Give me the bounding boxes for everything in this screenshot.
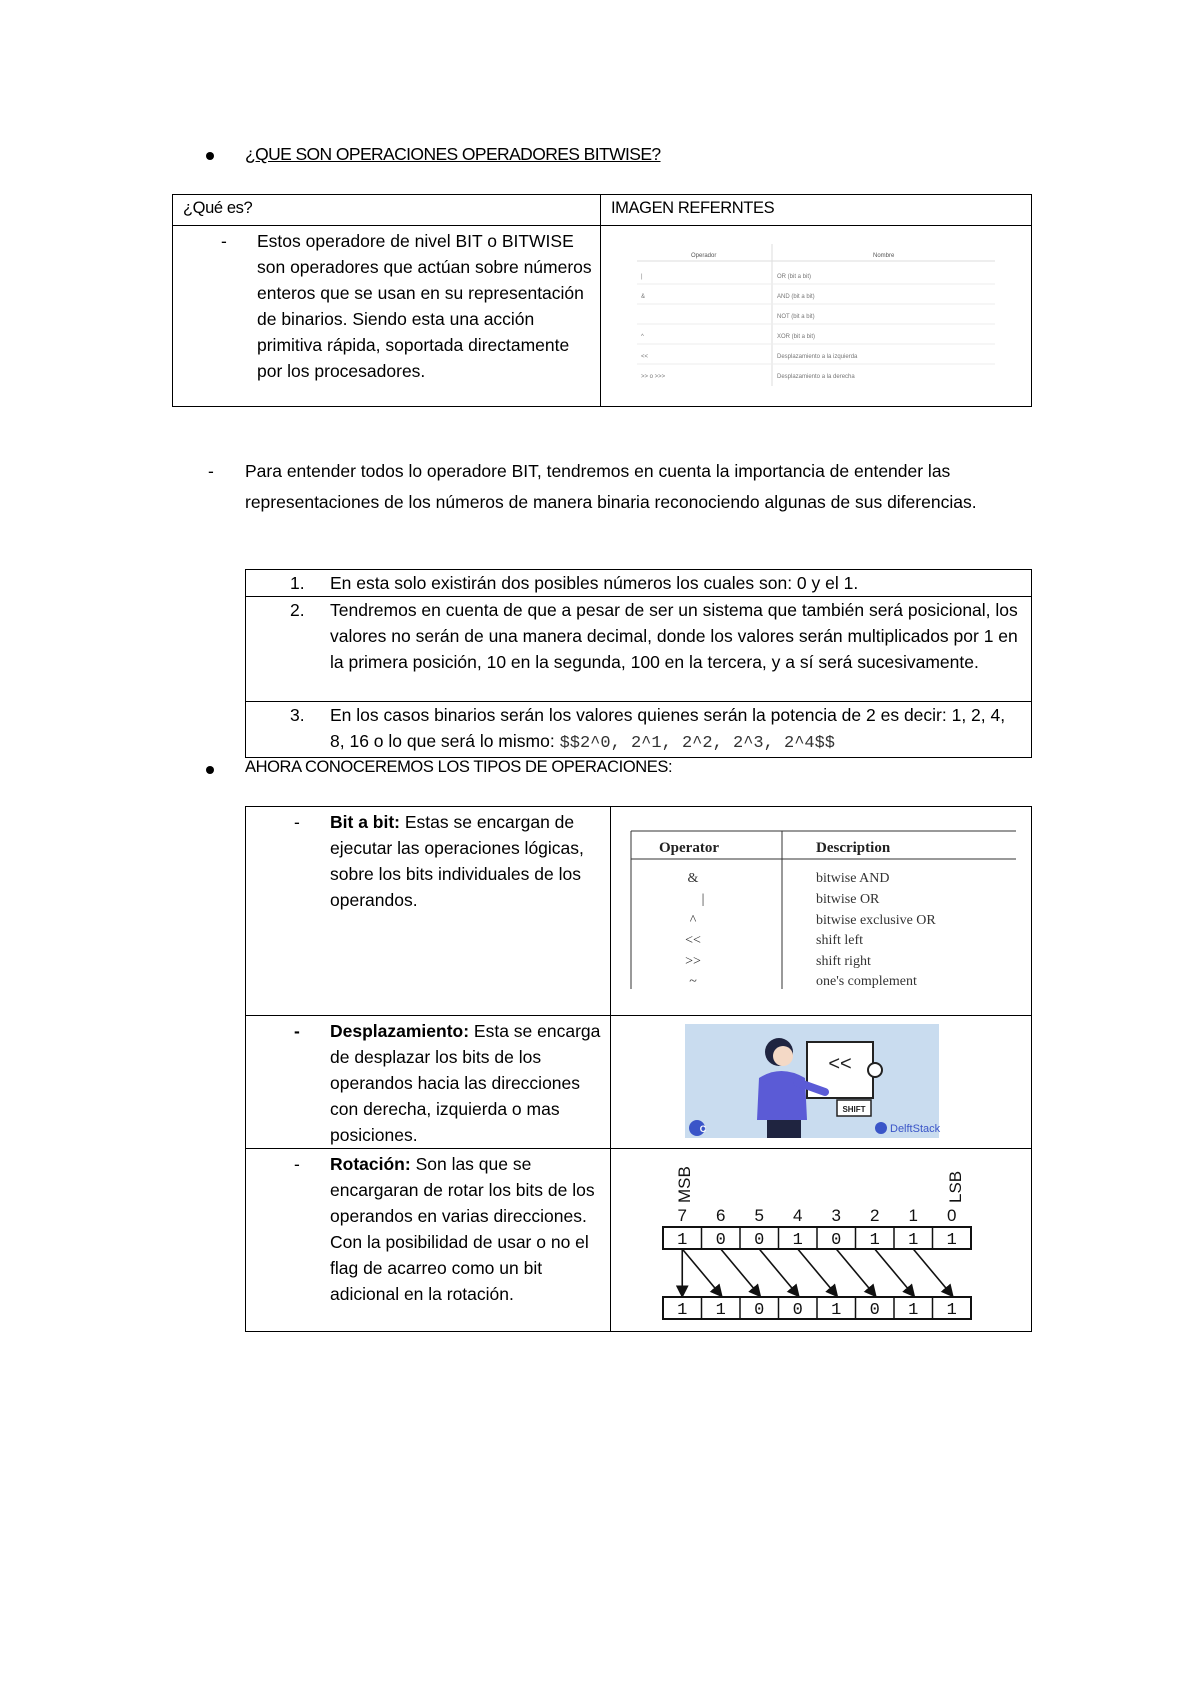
svg-text:C: C — [699, 1124, 707, 1134]
bit-position: 2 — [870, 1206, 880, 1225]
before-bit: 1 — [677, 1231, 688, 1250]
before-bit: 0 — [715, 1231, 726, 1250]
before-bit: 1 — [908, 1231, 919, 1250]
before-bit: 0 — [754, 1231, 765, 1250]
bit-position: 5 — [754, 1206, 764, 1225]
ref-op: ^ — [641, 334, 644, 340]
after-bit: 1 — [677, 1301, 688, 1320]
after-bit: 1 — [946, 1301, 957, 1320]
list-item — [246, 702, 1032, 758]
type-text: Estas se encargan de ejecutar las operaciones lógicas, sobre los bits individuales de los operandos. — [330, 812, 584, 910]
heading-bullet — [206, 152, 214, 160]
definition-text: Estos operadore de nivel BIT o BITWISE son operadores que actúan sobre números enteros que se usan en su representación de binarios. Siendo esta una acción primitiva rápida, soportada directamente por los procesadores. — [257, 231, 592, 381]
rotation-arrow — [836, 1249, 875, 1295]
binary-notes-table — [245, 569, 1032, 758]
list-number: 3. — [290, 705, 305, 725]
before-bit: 1 — [946, 1231, 957, 1250]
op-description: bitwise exclusive OR — [816, 913, 936, 928]
list-item — [246, 570, 1032, 597]
shift-illustration — [611, 1016, 1031, 1146]
rotation-arrow — [875, 1249, 914, 1295]
op-description: one's complement — [816, 974, 917, 989]
type-shift-cell — [246, 1016, 611, 1149]
gear-icon — [868, 1063, 882, 1077]
after-bit: 1 — [715, 1301, 726, 1320]
intro-text: Para entender todos lo operadore BIT, tendremos en cuenta la importancia de entender las representaciones de los números de manera binaria reconociendo algunas de sus diferencias. — [245, 461, 977, 512]
section-title: AHORA CONOCEREMOS LOS TIPOS DE OPERACIONES: — [245, 758, 673, 776]
rotation-diagram — [611, 1149, 1031, 1331]
type-dash: - — [294, 1021, 300, 1041]
rotation-arrow — [798, 1249, 837, 1295]
ref-op: | — [641, 274, 643, 280]
before-bit: 1 — [792, 1231, 803, 1250]
type-dash: - — [294, 1154, 300, 1174]
col-header-images: IMAGEN REFERNTES — [601, 195, 1032, 226]
rotation-arrow — [721, 1249, 760, 1295]
after-bit: 0 — [869, 1301, 880, 1320]
bit-position: 4 — [793, 1206, 803, 1225]
definition-table — [172, 194, 1032, 407]
ref-name: OR (bit a bit) — [777, 274, 812, 280]
shift-symbol: << — [828, 1053, 852, 1075]
op-description: bitwise OR — [816, 892, 880, 907]
rotation-image-cell — [611, 1149, 1032, 1332]
type-name: Bit a bit: — [330, 812, 400, 832]
list-text: Tendremos en cuenta de que a pesar de ser un sistema que también será posicional, los valores no serán de una manera decimal, donde los valores serán multiplicados por 1 en la primera posición, 10 en la segunda, 100 en la tercera, y a sí será sucesivamente. — [330, 600, 1018, 672]
type-name: Desplazamiento: — [330, 1021, 470, 1041]
page-title: ¿QUE SON OPERACIONES OPERADORES BITWISE? — [245, 144, 661, 164]
intro-paragraph — [208, 456, 1028, 518]
type-text: Son las que se encargaran de rotar los bits de los operandos en varias direcciones. Con la posibilidad de usar o no el flag de acarreo como un bit adicional en la rotación. — [330, 1154, 595, 1304]
rotation-arrow — [759, 1249, 798, 1295]
ref-name: Desplazamiento a la izquierda — [777, 354, 858, 360]
after-bit: 1 — [831, 1301, 842, 1320]
intro-dash: - — [208, 461, 214, 481]
after-bit: 0 — [754, 1301, 765, 1320]
definition-dash: - — [221, 231, 227, 251]
ref-name: Desplazamiento a la derecha — [777, 374, 855, 380]
brand-name: DelftStack — [890, 1123, 941, 1135]
ref-op: << — [641, 354, 649, 360]
bit-position: 6 — [716, 1206, 726, 1225]
list-text: En los casos binarios serán los valores quienes serán la potencia de 2 es decir: 1, 2, 4, 8, 16 o lo que será lo mismo: — [330, 705, 1006, 751]
ref-op: & — [641, 294, 646, 300]
rotation-arrow — [682, 1249, 721, 1295]
type-rotation-cell — [246, 1149, 611, 1332]
op-symbol: ^ — [689, 913, 697, 928]
list-number: 1. — [290, 573, 305, 593]
col-header-what: ¿Qué es? — [173, 195, 601, 226]
shift-image-cell — [611, 1016, 1032, 1149]
op-symbol: ~ — [689, 974, 697, 989]
operation-types-table — [245, 806, 1032, 1332]
after-bit: 1 — [908, 1301, 919, 1320]
op-header-operator: Operator — [659, 840, 719, 856]
ref-name: AND (bit a bit) — [777, 294, 815, 300]
definition-cell — [173, 226, 601, 407]
type-name: Rotación: — [330, 1154, 411, 1174]
op-description: shift right — [816, 954, 871, 969]
ref-op: >> o >>> — [641, 374, 666, 380]
before-bit: 0 — [831, 1231, 842, 1250]
shift-screen-label: SHIFT — [842, 1105, 866, 1114]
lsb-label: LSB — [946, 1170, 965, 1203]
op-description: shift left — [816, 933, 864, 948]
ref-header-name: Nombre — [873, 253, 895, 259]
type-bitwise-cell — [246, 807, 611, 1016]
person-body-icon — [757, 1071, 807, 1120]
type-dash: - — [294, 812, 300, 832]
bit-position: 7 — [677, 1206, 687, 1225]
rotation-arrow — [913, 1249, 952, 1295]
op-symbol: | — [701, 892, 705, 907]
bit-position: 3 — [831, 1206, 841, 1225]
operator-table-image-cell — [611, 807, 1032, 1016]
op-symbol: << — [685, 933, 701, 948]
powers-formula: $$2^0, 2^1, 2^2, 2^3, 2^4$$ — [559, 734, 836, 753]
reference-image-cell — [601, 226, 1032, 407]
op-symbol: & — [687, 871, 699, 886]
type-text: Esta se encarga de desplazar los bits de los operandos hacia las direcciones con derecha, izquierda o mas posiciones. — [330, 1021, 601, 1145]
brand-icon — [875, 1122, 887, 1134]
op-symbol: >> — [685, 954, 701, 969]
reference-operators-image — [601, 226, 1031, 406]
list-item — [246, 597, 1032, 702]
ref-header-operator: Operador — [691, 253, 717, 259]
op-description: bitwise AND — [816, 871, 890, 886]
bit-position: 0 — [947, 1206, 957, 1225]
op-header-description: Description — [816, 840, 891, 856]
msb-label: MSB — [675, 1166, 694, 1203]
list-number: 2. — [290, 600, 305, 620]
ref-name: NOT (bit a bit) — [777, 314, 815, 320]
before-bit: 1 — [869, 1231, 880, 1250]
list-text: En esta solo existirán dos posibles números los cuales son: 0 y el 1. — [330, 573, 859, 593]
after-bit: 0 — [792, 1301, 803, 1320]
operator-description-image — [611, 807, 1031, 1015]
ref-name: XOR (bit a bit) — [777, 334, 816, 340]
bit-position: 1 — [908, 1206, 918, 1225]
section-bullet — [206, 766, 214, 774]
